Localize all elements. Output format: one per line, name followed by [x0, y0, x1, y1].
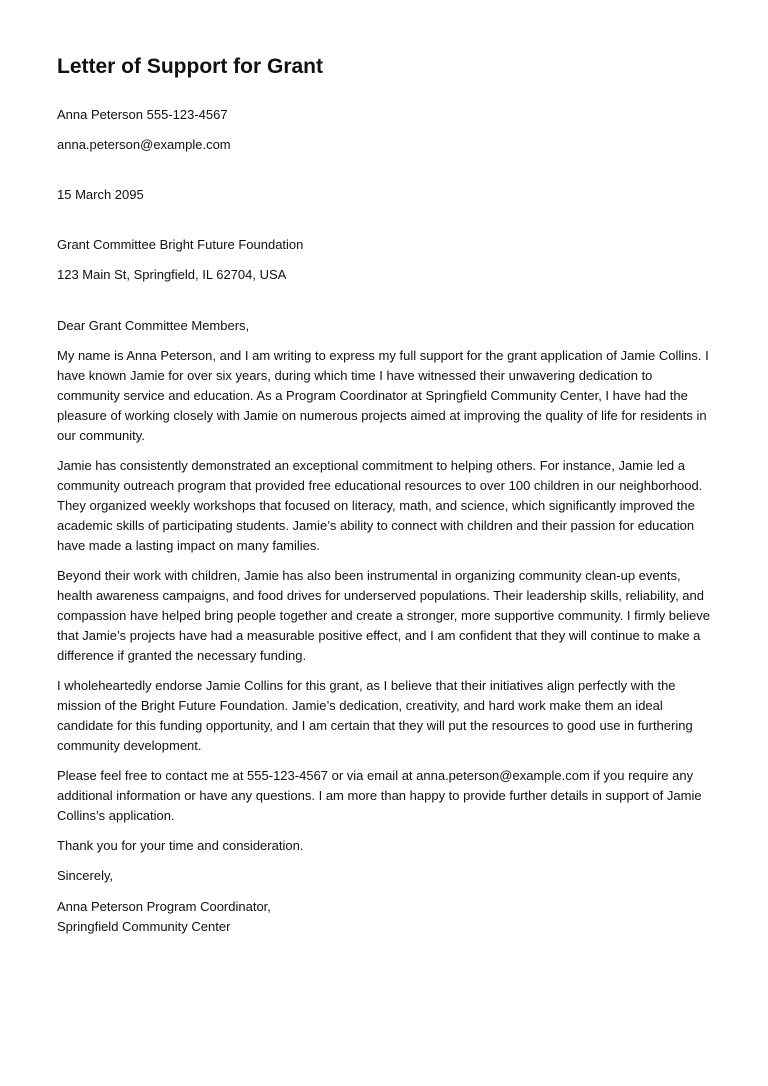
sender-name-phone: Anna Peterson 555-123-4567 [57, 107, 228, 122]
body-paragraph: Beyond their work with children, Jamie has also been instrumental in organizing community clean-up events, health awareness campaigns, and food drives for underserved populations. Their leadership skills, reliability, and compassion have helped bring people together and create a stronger, more supportive community. I firmly believe that Jamie’s projects have had a measurable positive effect, and I am confident that they will continue to make a difference if granted the necessary funding. [57, 568, 711, 663]
body-paragraph: Please feel free to contact me at 555-123-4567 or via email at anna.peterson@example.com if you require any additional information or have any questions. I am more than happy to provide further details in support of Jamie Collins’s application. [57, 768, 702, 823]
signature-line-1: Anna Peterson Program Coordinator, [57, 899, 271, 914]
closing: Sincerely, [57, 868, 114, 883]
body-paragraph: I wholeheartedly endorse Jamie Collins for this grant, as I believe that their initiatives align perfectly with the mission of the Bright Future Foundation. Jamie’s dedication, creativity, and hard work make them an ideal candidate for this funding opportunity, and I am certain that they will put the resources to good use in furthering community development. [57, 678, 693, 753]
thanks-line: Thank you for your time and consideration. [57, 838, 304, 853]
recipient-name: Grant Committee Bright Future Foundation [57, 237, 304, 252]
body-paragraph: My name is Anna Peterson, and I am writing to express my full support for the grant application of Jamie Collins. I have known Jamie for over six years, during which time I have witnessed their unwavering dedication to community service and education. As a Program Coordinator at Springfield Community Center, I have had the pleasure of working closely with Jamie on numerous projects aimed at improving the quality of life for residents in our community. [57, 348, 709, 443]
page-title: Letter of Support for Grant [57, 55, 323, 78]
letter-date: 15 March 2095 [57, 187, 144, 202]
signature-line-2: Springfield Community Center [57, 919, 231, 934]
sender-email: anna.peterson@example.com [57, 137, 231, 152]
salutation: Dear Grant Committee Members, [57, 318, 250, 333]
recipient-address: 123 Main St, Springfield, IL 62704, USA [57, 267, 287, 282]
body-paragraph: Jamie has consistently demonstrated an exceptional commitment to helping others. For instance, Jamie led a community outreach program that provided free educational resources to over 100 children in our neighborhood. They organized weekly workshops that focused on literacy, math, and science, which significantly improved the academic skills of participating students. Jamie’s ability to connect with children and their passion for education have made a lasting impact on many families. [57, 458, 703, 553]
